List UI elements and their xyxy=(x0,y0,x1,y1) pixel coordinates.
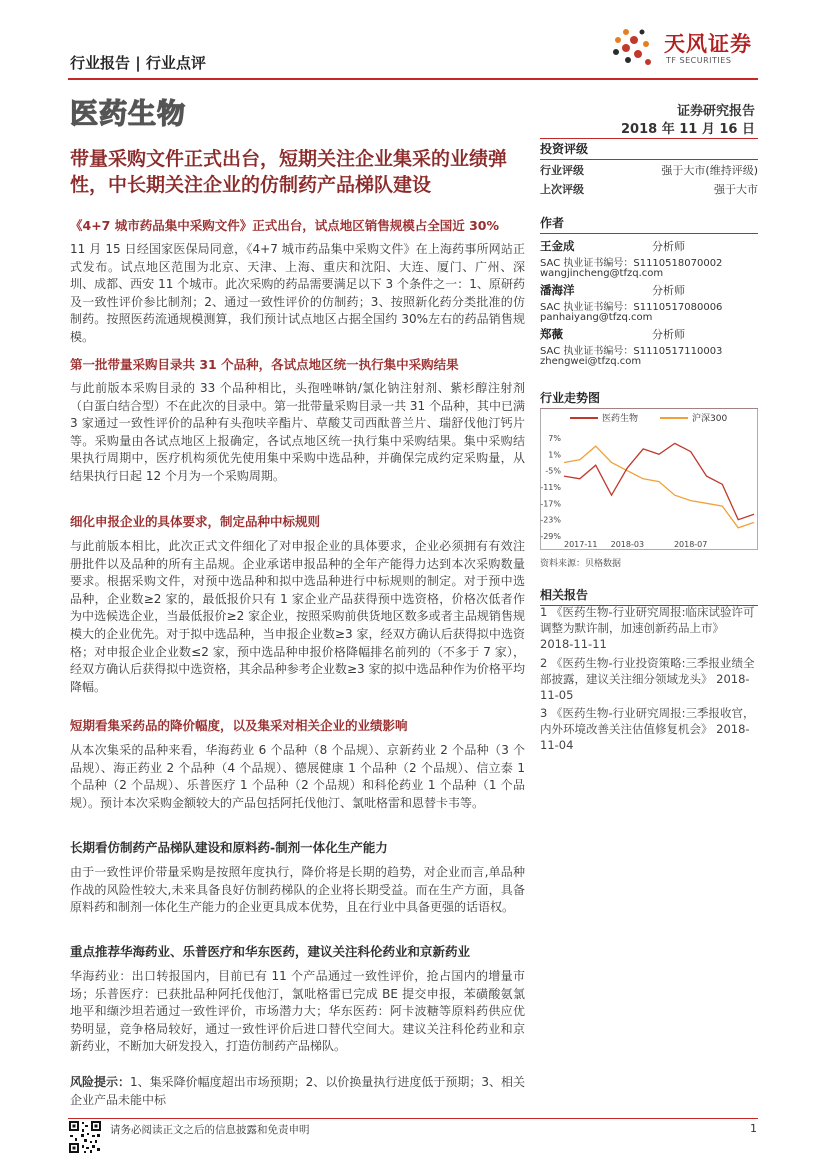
y-tick-label: -17% xyxy=(540,499,561,509)
rating-row-industry: 行业评级 强于大市(维持评级) xyxy=(540,164,758,177)
related-report-item[interactable]: 1 《医药生物-行业研究周报:临床试验许可调整为默许制，加速创新药品上市》 2018-11-11 xyxy=(540,605,755,651)
legend-label: 医药生物 xyxy=(602,414,639,424)
report-date: 2018 年 11 月 16 日 xyxy=(621,122,755,137)
sidebar-divider xyxy=(540,138,758,139)
x-tick-label: 2017-11 xyxy=(564,540,598,549)
y-tick-label: -5% xyxy=(545,466,561,476)
rating-heading: 投资评级 xyxy=(540,140,758,160)
rating-row-previous: 上次评级 强于大市 xyxy=(540,183,758,196)
chart-source: 资料来源：贝格数据 xyxy=(540,559,622,569)
section-text-4: 从本次集采的品种来看，华海药业 6 个品种（8 个品规）、京新药业 2 个品种（3 个品规）、海正药业 2 个品种（4 个品规）、德展健康 1 个品种（2 个品规）、信立泰 1 个品种（2 个品规）、乐普医疗 1 个品种（2 个品规）和科伦药业 1 个品种（1 个品规）。预计本次采购金额较大的产品包括阿托伐他汀、氯吡格雷和恩替卡韦等。 xyxy=(70,743,525,810)
section-text-5: 由于一致性评价带量采购是按照年度执行，降价将是长期的趋势，对企业而言,单品种作战的风险性较大,未来具备良好仿制药梯队的企业将长期受益。而在生产方面，具备原料药和制剂一体化生产能力的企业更具成本优势，且在行业中具备更强的话语权。 xyxy=(70,865,525,915)
section-heading-6: 重点推荐华海药业、乐普医疗和华东医药，建议关注科伦药业和京新药业 xyxy=(70,944,471,959)
risk-text: 1、集采降价幅度超出市场预期；2、以价换量执行进度低于预期；3、相关企业产品未能中标 xyxy=(70,1075,525,1107)
analyst-email[interactable]: panhaiyang@tfzq.com xyxy=(540,312,653,323)
page-number: 1 xyxy=(750,1122,757,1135)
industry-trend-chart xyxy=(540,408,758,550)
section-heading-4: 短期看集采药品的降价幅度，以及集采对相关企业的业绩影响 xyxy=(70,718,408,733)
legend-label: 沪深300 xyxy=(692,414,728,424)
y-tick-label: -29% xyxy=(540,532,561,541)
analyst-name: 王金成 xyxy=(540,239,575,253)
y-tick-label: -23% xyxy=(540,515,561,525)
analyst-role: 分析师 xyxy=(652,240,685,253)
analyst-sac: SAC 执业证书编号：S1110517110003 xyxy=(540,346,723,357)
x-tick-label: 2018-07 xyxy=(673,540,708,549)
footer-divider xyxy=(68,1118,758,1119)
report-type: 证券研究报告 xyxy=(676,104,755,119)
section-text-6: 华海药业：出口转报国内，目前已有 11 个产品通过一致性评价，抢占国内的增量市场；乐普医疗：已获批品种阿托伐他汀，氯吡格雷已完成 BE 提交申报，苯磺酸氨氯地平和缬沙坦若通过一致性评价，市场潜力大；华东医药：阿卡波糖等原料药供应优势明显，竞争格局较好，通过一致性评价后进口替代空间大。建议关注科伦药业和京新药业，不断加大研发投入，打造仿制药产品梯队。 xyxy=(70,969,525,1054)
chart-frame xyxy=(541,409,758,550)
series-line xyxy=(564,446,754,528)
report-category-label: 行业报告 | 行业点评 xyxy=(70,54,206,72)
report-title: 带量采购文件正式出台，短期关注企业集采的业绩弹性，中长期关注企业的仿制药产品梯队建设 xyxy=(70,148,508,196)
related-report-item[interactable]: 3 《医药生物-行业研究周报:三季报收官，内外环境改善关注估值修复机会》 2018-11-04 xyxy=(540,706,755,752)
risk-warning xyxy=(70,1074,525,1109)
section-text-1: 11 月 15 日经国家医保局同意，《4+7 城市药品集中采购文件》在上海药事所网站正式发布。试点地区范围为北京、天津、上海、重庆和沈阳、大连、厦门、广州、深圳、成都、西安 11 个城市。此次采购的药品需要满足以下 3 个条件之一：1、原研药及一致性评价参比制剂；2、通过一致性评价的仿制药；3、按照新化药分类批准的仿制药。按照医药流通规模测算，我们预计试点地区占据全国约 30%左右的药品销售规模。 xyxy=(70,242,525,344)
risk-label: 风险提示： xyxy=(70,1075,131,1089)
x-tick-label: 2018-03 xyxy=(610,540,645,549)
qr-code-icon xyxy=(68,1120,102,1154)
analyst-email[interactable]: zhengwei@tfzq.com xyxy=(540,356,642,367)
section-heading-5: 长期看仿制药产品梯队建设和原料药-制剂一体化生产能力 xyxy=(70,840,388,855)
footer-disclaimer: 请务必阅读正文之后的信息披露和免责申明 xyxy=(110,1124,310,1136)
section-heading-2: 第一批带量采购目录共 31 个品种，各试点地区统一执行集中采购结果 xyxy=(70,357,459,372)
analyst-sac: SAC 执业证书编号：S1110517080006 xyxy=(540,302,723,313)
related-heading: 相关报告 xyxy=(540,586,758,606)
y-tick-label: -11% xyxy=(540,483,561,492)
analyst-role: 分析师 xyxy=(652,328,685,341)
logo-english-name: TF SECURITIES xyxy=(666,56,732,65)
section-heading-1: 《4+7 城市药品集中采购文件》正式出台，试点地区销售规模占全国近 30% xyxy=(70,218,499,233)
section-text-2: 与此前版本采购目录的 33 个品种相比，头孢唑啉钠/氯化钠注射剂、紫杉醇注射剂（白蛋白结合型）不在此次的目录中。第一批带量采购目录一共 31 个品种，其中已满 3 家通过一致性评价的品种有头孢呋辛酯片、草酸艾司西酞普兰片、瑞舒伐他汀钙片等。采购量由各试点地区上报确定，各试点地区统一执行集中采购结果。集中采购结果执行周期中，医疗机构须优先使用集中采购中选品种，并确保完成约定采购量，从结果执行日起 12 个月为一个采购周期。 xyxy=(70,381,525,483)
header-divider xyxy=(68,78,758,80)
trend-heading: 行业走势图 xyxy=(540,389,758,409)
analyst-name: 郑薇 xyxy=(540,327,563,341)
section-text-3: 与此前版本相比，此次正式文件细化了对申报企业的具体要求，企业必须拥有有效注册批件以及品种的所有主品规。企业承诺申报品种的全年产能得力达到本次采购数量要求。根据采购文件，对预中选品种和拟中选品种进行中标规则的制定。对于预中选品种，企业数≥2 家的，最低报价只有 1 家企业产品获得预中选资格，价格次低者作为中选候选企业，当最低报价≥2 家企业，按照采购前供货地区数多或者主品规销售规模大的企业优先。对于拟中选品种，当申报企业数≥3 家，经双方确认后获得拟中选资格；对申报企业企业数≤2 家，预中选品种申报价格降幅排名前列的（不多于 7 家），经双方确认后获得拟中选资格，其余品种参考企业数≥3 家的拟中选品种作为价格平均降幅。 xyxy=(70,539,525,694)
logo-dots-icon xyxy=(613,29,651,65)
analyst-name: 潘海洋 xyxy=(540,283,575,297)
section-heading-3: 细化申报企业的具体要求，制定品种中标规则 xyxy=(70,514,321,529)
y-tick-label: 7% xyxy=(548,434,561,443)
authors-heading: 作者 xyxy=(540,214,758,234)
sector-title: 医药生物 xyxy=(70,97,187,130)
analyst-sac: SAC 执业证书编号：S1110518070002 xyxy=(540,258,723,269)
analyst-email[interactable]: wangjincheng@tfzq.com xyxy=(540,268,664,279)
analyst-role: 分析师 xyxy=(652,284,685,297)
y-tick-label: 1% xyxy=(548,450,561,460)
logo-chinese-name: 天风证券 xyxy=(664,32,752,56)
related-report-item[interactable]: 2 《医药生物-行业投资策略:三季报业绩全部披露，建议关注细分领域龙头》 2018-11-05 xyxy=(540,656,755,702)
